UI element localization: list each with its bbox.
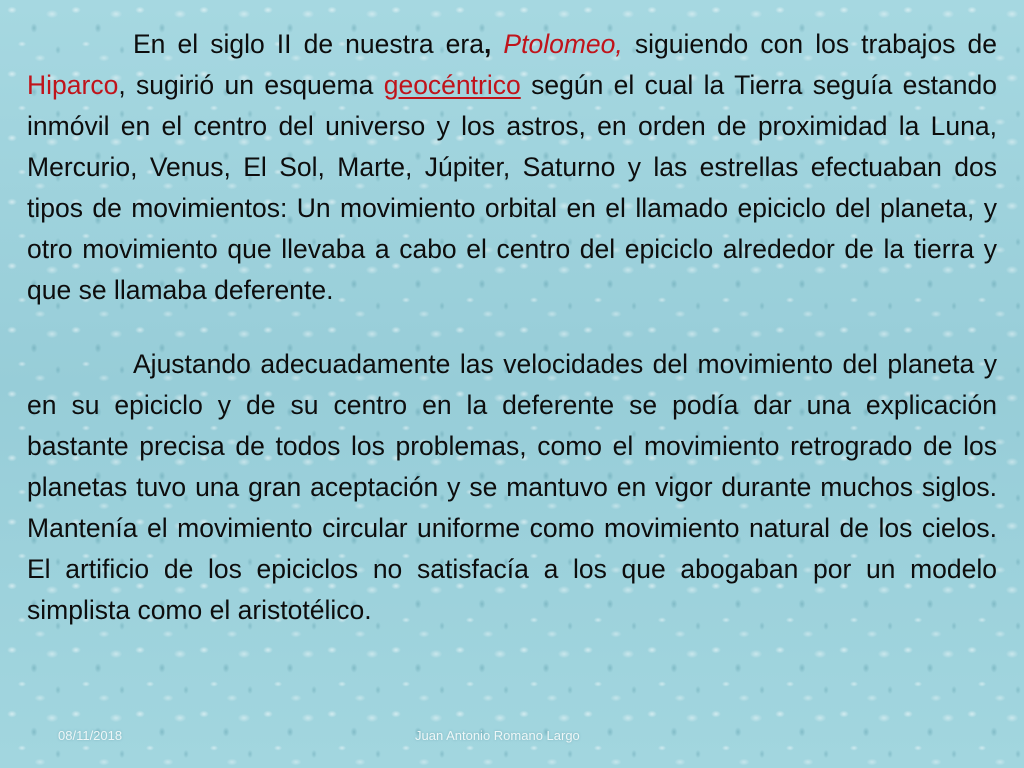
paragraph-1-text-b: , sugirió un esquema [118,70,384,100]
link-geocentrico[interactable]: geocéntrico [383,70,521,100]
bold-comma: , [483,29,492,59]
paragraph-1-text-c: según el cual la Tierra seguía estando inmóvil en el centro del universo y los astros, en orden de proximidad la Luna, Mercurio, Venus, El Sol, Marte, Júpiter, Saturno y las estrellas efectuaban dos tipos de movimientos: Un movimiento orbital en el llamado epiciclo del planeta, y otro movimiento que llevaba a cabo el centro del epiciclo alrededor de la tierra y que se llamaba deferente. [27,70,997,305]
paragraph-1-intro: En el siglo II de nuestra era [133,29,484,59]
term-hiparco: Hiparco [27,70,119,100]
footer-date: 08/11/2018 [58,728,123,743]
paragraph-epiciclos: Ajustando adecuadamente las velocidades del movimiento del planeta y en su epiciclo y de su centro en la deferente se podía dar una explicación bastante precisa de todos los problemas, como el movimiento retrogrado de los planetas tuvo una gran aceptación y se mantuvo en vigor durante muchos siglos. Mantenía el movimiento circular uniforme como movimiento natural de los cielos. El artificio de los epiciclos no satisfacía a los que abogaban por un modelo simplista como el aristotélico. [27,349,997,625]
slide-body [27,24,997,631]
footer-author: Juan Antonio Romano Largo [415,728,580,743]
term-ptolomeo: Ptolomeo, [503,29,623,59]
paragraph-1-space [491,29,503,59]
paragraph-1-text-a: siguiendo con los trabajos de [622,29,997,59]
paragraph-ptolomeo [27,24,997,311]
